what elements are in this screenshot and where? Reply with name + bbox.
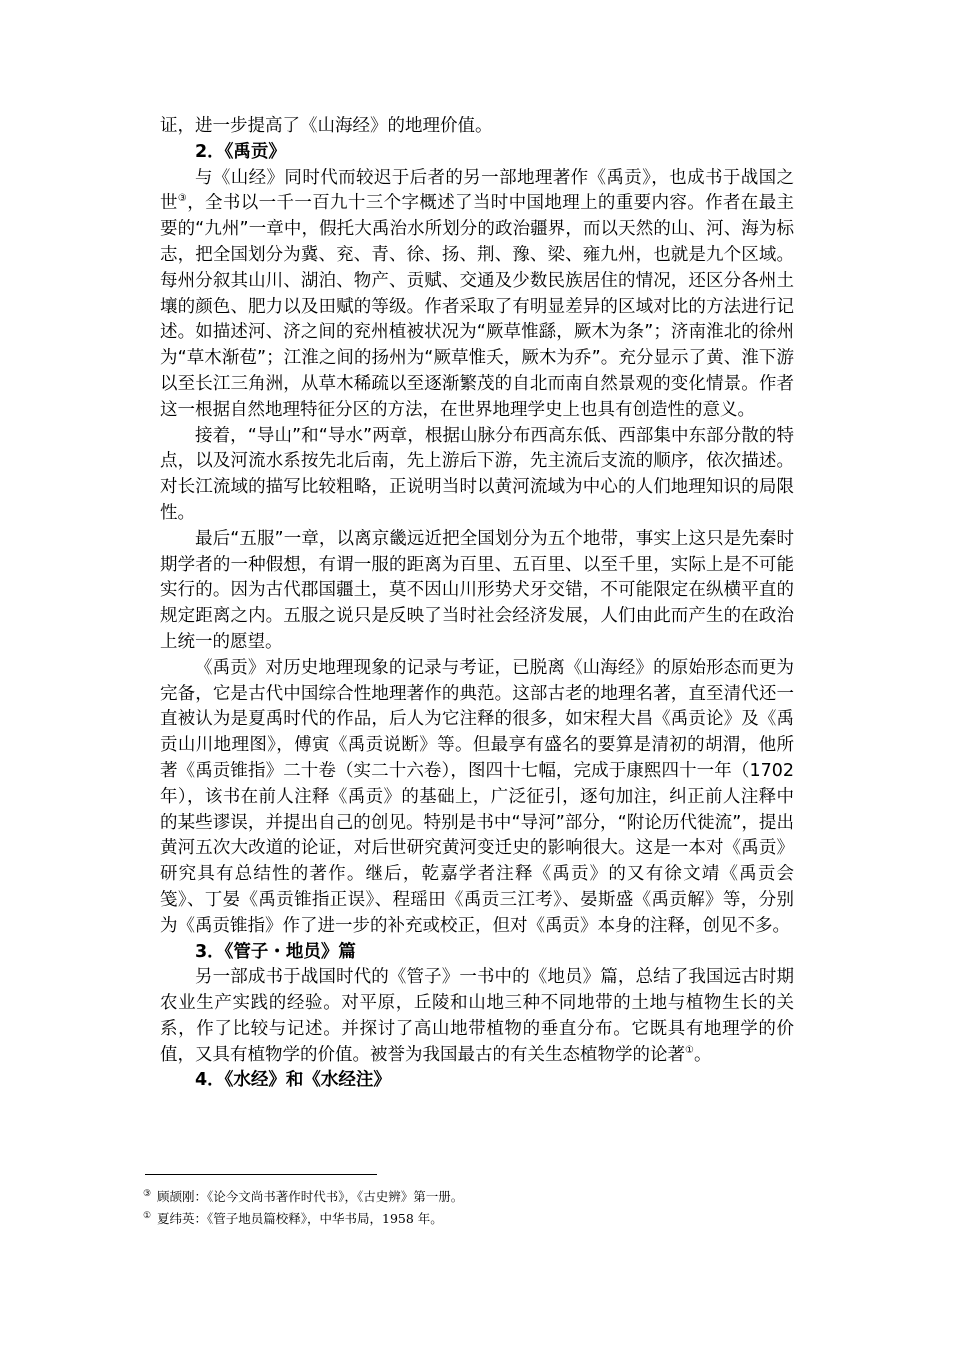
- section-heading-guanzi: 3．《管子・地员》篇: [195, 941, 356, 962]
- paragraph-yugong-legacy: 《禹贡》对历史地理现象的记录与考证，已脱离《山海经》的原始形态而更为完备，它是古代中国综合性地理著作的典范。这部古老的地理名著，直至清代还一直被认为是夏禹时代的作品，后人为它注释的很多，如宋程大昌《禹贡论》及《禹贡山川地理图》，傅寅《禹贡说断》等。但最享有盛名的要算是清初的胡渭，他所著《禹贡锥指》二十卷（实二十六卷），图四十七幅，完成于康熙四十一年（1702 年），该书在前人注释《禹贡》的基础上，广泛征引，逐句加注，纠正前人注释中的某些谬误，并提出自己的创见。特别是书中“导河”部分，“附论历代徙流”，提出黄河五次大改道的论证，对后世研究黄河变迁史的影响很大。这是一本对《禹贡》研究具有总结性的著作。继后，乾嘉学者注释《禹贡》的又有徐文靖《禹贡会笺》、丁晏《禹贡锥指正误》、程瑶田《禹贡三江考》、晏斯盛《禹贡解》等，分别为《禹贡锥指》作了进一步的补充或校正，但对《禹贡》本身的注释，创见不多。: [160, 657, 794, 936]
- paragraph-yugong-intro: [160, 166, 794, 424]
- footnote-item: ① 夏纬英：《管子地员篇校释》，中华书局，1958 年。: [143, 1210, 443, 1226]
- footnote-reference[interactable]: ①: [685, 1044, 694, 1056]
- paragraph-continuation: 证，进一步提高了《山海经》的地理价值。: [160, 116, 493, 136]
- footnotes: [143, 1186, 803, 1230]
- footnote-separator: [145, 1174, 377, 1175]
- paragraph-text: 与《山经》同时代而较迟于后者的另一部地理著作《禹贡》，也成书于战国之世: [160, 167, 794, 214]
- paragraph-diyuan: [160, 965, 794, 1068]
- footnote-text: 顾颉刚：《论今文尚书著作时代书》，《古史辨》第一册。: [157, 1189, 464, 1204]
- footnote-item: ③ 顾颉刚：《论今文尚书著作时代书》，《古史辨》第一册。: [143, 1188, 464, 1204]
- section-heading-shuijing: 4．《水经》和《水经注》: [195, 1070, 391, 1091]
- paragraph-daoshan-daoshui: 接着，“导山”和“导水”两章，根据山脉分布西高东低、西部集中东部分散的特点，以及河流水系按先北后南，先上游后下游，先主流后支流的顺序，依次描述。对长江流域的描写比较粗略，正说明当时以黄河流域为中心的人们地理知识的局限性。: [160, 425, 794, 523]
- footnote-text: 夏纬英：《管子地员篇校释》，中华书局，1958 年。: [157, 1211, 443, 1226]
- paragraph-text: 另一部成书于战国时代的《管子》一书中的《地员》篇，总结了我国远古时期农业生产实践的经验。对平原，丘陵和山地三种不同地带的土地与植物生长的关系，作了比较与记述。并探讨了高山地带植物的垂直分布。它既具有地理学的价值，又具有植物学的价值。被誉为我国最古的有关生态植物学的论著: [160, 967, 794, 1065]
- paragraph-text: ，全书以一千一百九十三个字概述了当时中国地理上的重要内容。作者在最主要的“九州”一章中，假托大禹治水所划分的政治疆界，而以天然的山、河、海为标志，把全国划分为冀、兖、青、徐、扬、荆、豫、梁、雍九州，也就是九个区域。每州分叙其山川、湖泊、物产、贡赋、交通及少数民族居住的情况，还区分各州土壤的颜色、肥力以及田赋的等级。作者采取了有明显差异的区域对比的方法进行记述。如描述河、济之间的兖州植被状况为“厥草惟繇，厥木为条”；济南淮北的徐州为“草木渐苞”；江淮之间的扬州为“厥草惟夭，厥木为乔”。充分显示了黄、淮下游以至长江三角洲，从草木稀疏以至逐渐繁茂的自北而南自然景观的变化情景。作者这一根据自然地理特征分区的方法，在世界地理学史上也具有创造性的意义。: [160, 193, 795, 420]
- paragraph-text: 。: [693, 1044, 712, 1065]
- section-heading-yugong: 2．《禹贡》: [195, 141, 286, 162]
- body-text: [160, 114, 794, 1094]
- footnote-reference[interactable]: ③: [177, 193, 188, 205]
- paragraph-wufu: 最后“五服”一章，以离京畿远近把全国划分为五个地带，事实上这只是先秦时期学者的一种假想，有谓一服的距离为百里、五百里、以至千里，实际上是不可能实行的。因为古代郡国疆土，莫不因山川形势犬牙交错，不可能限定在纵横平直的规定距离之内。五服之说只是反映了当时社会经济发展，人们由此而产生的在政治上统一的愿望。: [160, 528, 794, 652]
